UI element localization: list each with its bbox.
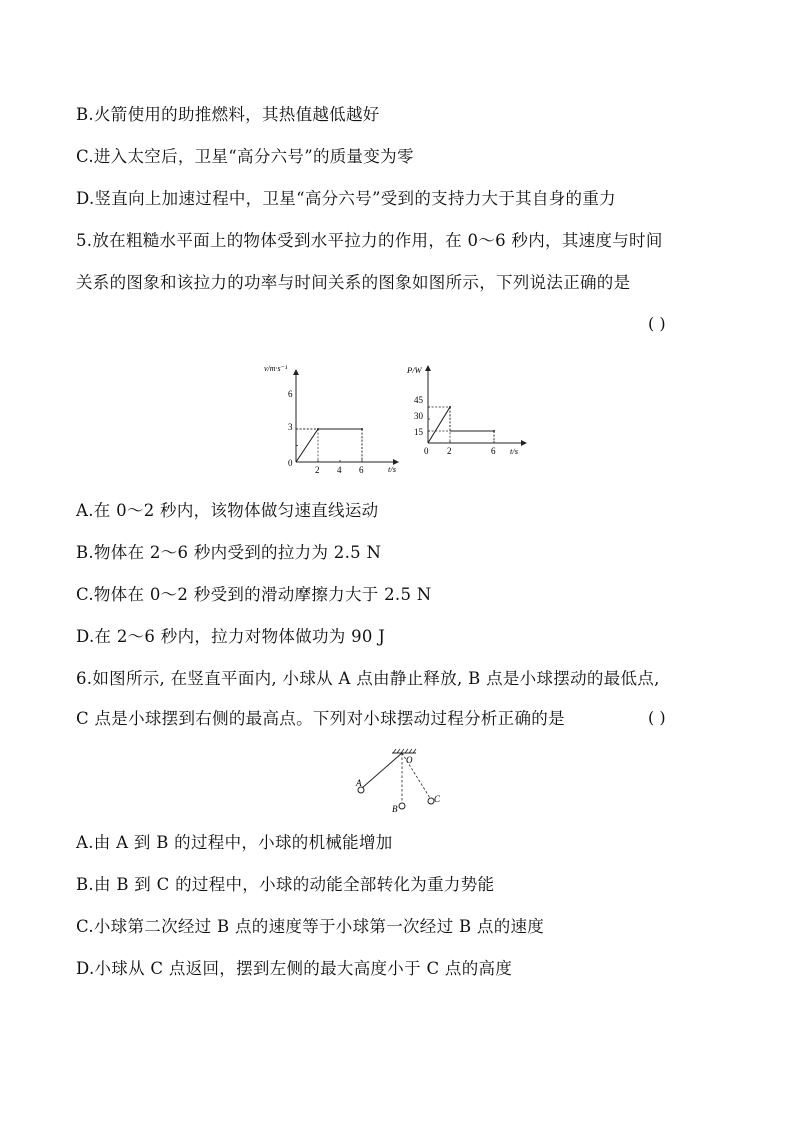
- q6-option-a: A.由 A 到 B 的过程中，小球的机械能增加: [76, 833, 393, 852]
- pt-xtick-2: 2: [447, 446, 452, 456]
- q5-velocity-time-graph: [258, 362, 406, 474]
- pt-xlabel: t/s: [510, 446, 519, 456]
- string-to-a: [362, 753, 402, 788]
- q5-option-c: C.物体在 0～2 秒受到的滑动摩擦力大于 2.5 N: [76, 585, 432, 604]
- vt-xtick-6: 6: [359, 465, 364, 474]
- q5-power-time-graph: [404, 362, 534, 474]
- q5-stem-line1: 5.放在粗糙水平面上的物体受到水平拉力的作用，在 0～6 秒内，其速度与时间: [76, 231, 663, 250]
- pt-point-1: [449, 406, 451, 408]
- pt-origin-label: 0: [424, 446, 429, 456]
- vt-ylabel: v/m·s⁻¹: [264, 364, 288, 373]
- q6-option-d: D.小球从 C 点返回，摆到左侧的最大高度小于 C 点的高度: [76, 959, 513, 978]
- pt-ytick-15: 15: [414, 427, 423, 437]
- q6-option-c: C.小球第二次经过 B 点的速度等于小球第一次经过 B 点的速度: [76, 917, 545, 936]
- pt-ytick-45: 45: [414, 395, 423, 405]
- vt-xtick-4: 4: [337, 465, 342, 474]
- q6-answer-paren: ( ): [648, 708, 666, 727]
- vt-ytick-3: 3: [288, 422, 293, 432]
- ceiling-hatch: [393, 749, 416, 753]
- q4-option-d: D.竖直向上加速过程中，卫星“高分六号”受到的支持力大于其自身的重力: [76, 189, 616, 208]
- label-b: B: [392, 804, 398, 814]
- label-a: A: [356, 778, 362, 788]
- q6-stem-line1: 6.如图所示, 在竖直平面内, 小球从 A 点由静止释放, B 点是小球摆动的最低点,: [76, 669, 660, 688]
- q5-stem-line2: 关系的图象和该拉力的功率与时间关系的图象如图所示，下列说法正确的是: [76, 273, 631, 292]
- q5-option-b: B.物体在 2～6 秒内受到的拉力为 2.5 N: [76, 543, 382, 562]
- label-c: C: [434, 794, 441, 804]
- vt-ytick-6: 6: [288, 389, 293, 399]
- vt-origin-label: 0: [288, 458, 293, 468]
- pt-xtick-6: 6: [491, 446, 496, 456]
- vt-point-2: [361, 428, 363, 430]
- q4-option-c: C.进入太空后，卫星“高分六号”的质量变为零: [76, 147, 414, 166]
- pt-segment-0: [428, 407, 450, 443]
- vt-xtick-2: 2: [315, 465, 320, 474]
- ball-b: [399, 803, 405, 809]
- vt-segment-0: [296, 429, 318, 462]
- q6-stem-line2: C 点是小球摆到右侧的最高点。下列对小球摆动过程分析正确的是: [76, 709, 565, 728]
- vt-xlabel: t/s: [388, 464, 397, 474]
- q6-pendulum-diagram: [350, 748, 450, 816]
- pt-point-3: [493, 430, 495, 432]
- q6-option-b: B.由 B 到 C 的过程中，小球的动能全部转化为重力势能: [76, 875, 495, 894]
- pt-ylabel: P/W: [407, 365, 422, 375]
- vt-point-1: [317, 428, 319, 430]
- label-o: O: [406, 755, 413, 765]
- pt-ytick-30: 30: [414, 411, 423, 421]
- q5-answer-paren: ( ): [648, 314, 666, 333]
- q5-option-a: A.在 0～2 秒内，该物体做匀速直线运动: [76, 501, 379, 520]
- q4-option-b: B.火箭使用的助推燃料，其热值越低越好: [76, 105, 380, 124]
- q5-option-d: D.在 2～6 秒内，拉力对物体做功为 90 J: [76, 627, 386, 646]
